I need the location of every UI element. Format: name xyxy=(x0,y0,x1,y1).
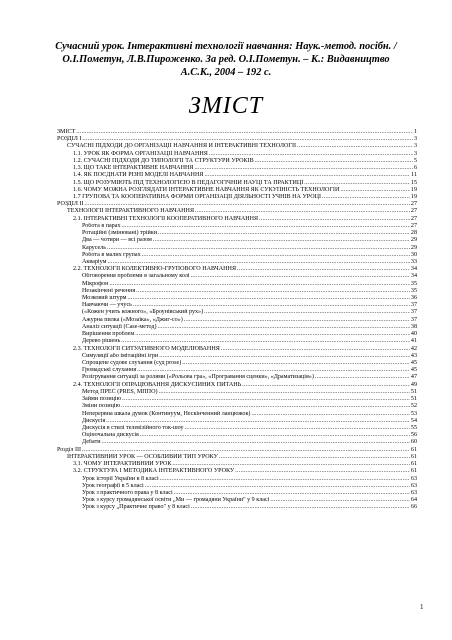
toc-entry-page: 41 xyxy=(410,338,417,345)
toc-entry-text: Ажурна пилка («Мозаїка», «Джиг-со») xyxy=(82,316,183,323)
toc-entry-text: Урок з практичного права у 8 класі xyxy=(82,489,173,496)
toc-leader-dots xyxy=(84,201,409,208)
toc-leader-dots xyxy=(251,411,409,418)
toc-entry-page: 37 xyxy=(410,309,417,316)
toc-entry[interactable] xyxy=(57,497,417,504)
toc-entry-page: 34 xyxy=(410,273,417,280)
toc-leader-dots xyxy=(106,418,410,425)
toc-entry-text: Урок географії в 5 класі xyxy=(82,482,144,489)
toc-entry[interactable] xyxy=(57,143,417,150)
toc-entry-page: 51 xyxy=(410,388,417,395)
toc-entry[interactable] xyxy=(57,367,417,374)
bibliographic-header xyxy=(40,40,412,79)
toc-entry[interactable] xyxy=(57,266,417,273)
header-line-1: Сучасний урок. Інтерактивні технології навчання: Наук.-метод. посібн. / xyxy=(55,41,397,52)
toc-entry[interactable] xyxy=(57,331,417,338)
toc-entry-text: Розігрування ситуації за ролями («Рольова гра», «Програвання сценки», «Драматизація») xyxy=(82,374,314,381)
toc-entry[interactable] xyxy=(57,158,417,165)
toc-entry[interactable] xyxy=(57,317,417,324)
toc-entry[interactable] xyxy=(57,288,417,295)
toc-entry[interactable] xyxy=(57,180,417,187)
toc-entry-text: 3.1. ЧОМУ ІНТЕРАКТИВНИЙ УРОК xyxy=(73,461,172,468)
toc-entry[interactable] xyxy=(57,216,417,223)
toc-entry-text: Розділ ІІІ xyxy=(57,446,82,453)
toc-entry[interactable] xyxy=(57,468,417,475)
toc-entry-text: 1.3. ЩО ТАКЕ ІНТЕРАКТИВНЕ НАВЧАННЯ xyxy=(73,165,194,172)
toc-leader-dots xyxy=(242,382,410,389)
toc-leader-dots xyxy=(185,425,410,432)
toc-entry-page: 53 xyxy=(410,410,417,417)
toc-leader-dots xyxy=(121,223,409,230)
toc-entry[interactable] xyxy=(57,208,417,215)
toc-leader-dots xyxy=(121,403,410,410)
toc-entry-text: Урок з курсу громадянської освіти „Ми — громадяни України" у 9 класі xyxy=(82,497,270,504)
toc-entry-text: 1.7 ГРУПОВА ТА КООПЕРАТИВНА ФОРМИ ОРГАНІЗАЦІЇ ДІЯЛЬНОСТІ УЧНІВ НА УРОЦІ xyxy=(73,193,322,200)
toc-entry-page: 27 xyxy=(410,215,417,222)
toc-entry-text: Зміни позицію xyxy=(82,403,121,410)
toc-leader-dots xyxy=(137,367,410,374)
toc-entry-text: ТЕХНОЛОГІЇ ІНТЕРАКТИВНОГО НАВЧАННЯ xyxy=(67,208,195,215)
toc-entry[interactable] xyxy=(57,129,417,136)
toc-entry[interactable] xyxy=(57,360,417,367)
toc-entry-page: 45 xyxy=(410,367,417,374)
toc-leader-dots xyxy=(219,454,410,461)
toc-entry-page: 49 xyxy=(410,381,417,388)
toc-entry-text: 1.6. ЧОМУ МОЖНА РОЗГЛЯДАТИ ІНТЕРАКТИВНЕ НАВЧАННЯ ЯК СУКУПНІСТЬ ТЕХНОЛОГІЙ xyxy=(73,186,340,193)
toc-entry-page: 61 xyxy=(410,461,417,468)
toc-leader-dots xyxy=(145,483,410,490)
toc-entry-text: Два — чотири — всі разом xyxy=(82,237,152,244)
toc-leader-dots xyxy=(76,129,413,136)
toc-entry[interactable] xyxy=(57,252,417,259)
toc-entry-page: 15 xyxy=(410,179,417,186)
toc-leader-dots xyxy=(136,288,410,295)
toc-entry-page: 52 xyxy=(410,403,417,410)
toc-entry-page: 27 xyxy=(410,208,417,215)
header-line-3: А.С.К., 2004 – 192 с. xyxy=(180,67,272,78)
toc-entry-text: 2.3. ТЕХНОЛОГІЇ СИТУАТИВНОГО МОДЕЛЮВАННЯ xyxy=(73,345,220,352)
toc-entry[interactable] xyxy=(57,302,417,309)
toc-entry-page: 27 xyxy=(410,222,417,229)
toc-entry-text: СУЧАСНІ ПІДХОДИ ДО ОРГАНІЗАЦІЇ НАВЧАННЯ Й ІНТЕРАКТИВНІ ТЕХНОЛОГІЇ xyxy=(67,143,297,150)
toc-entry-text: Мікрофон xyxy=(82,280,109,287)
toc-entry-text: Ротаційні (змінювані) трійки xyxy=(82,230,158,237)
toc-leader-dots xyxy=(121,338,410,345)
toc-leader-dots xyxy=(237,266,410,273)
toc-entry-page: 55 xyxy=(410,424,417,431)
toc-entry-text: 2.4. ТЕХНОЛОГІЇ ОПРАЦЮВАННЯ ДИСКУСІЙНИХ ПИТАНЬ xyxy=(73,381,242,388)
toc-entry-text: 2.2. ТЕХНОЛОГІЇ КОЛЕКТИВНО-ГРУПОВОГО НАВЧАННЯ xyxy=(73,266,237,273)
toc-entry-text: 1.2. СУЧАСНІ ПІДХОДИ ДО ТИПОЛОГІЇ ТА СТРУКТУРИ УРОКІВ xyxy=(73,157,254,164)
toc-leader-dots xyxy=(204,172,410,179)
toc-entry[interactable] xyxy=(57,439,417,446)
toc-entry-text: Дебати xyxy=(82,439,101,446)
toc-entry-page: 51 xyxy=(410,396,417,403)
toc-entry[interactable] xyxy=(57,403,417,410)
toc-entry-text: Незакінчені речення xyxy=(82,287,136,294)
toc-entry-page: 29 xyxy=(410,244,417,251)
toc-leader-dots xyxy=(82,447,410,454)
toc-entry-text: Неперервна шкала думок (Континуум, Нескінченний ланцюжок) xyxy=(82,410,251,417)
toc-entry-page: 29 xyxy=(410,237,417,244)
toc-entry-page: 1 xyxy=(413,129,417,135)
toc-entry-page: 56 xyxy=(410,432,417,439)
toc-entry-text: Дискусія xyxy=(82,417,106,424)
toc-leader-dots xyxy=(102,439,410,446)
toc-entry-page: 38 xyxy=(410,323,417,330)
toc-entry-page: 61 xyxy=(410,446,417,453)
toc-entry[interactable] xyxy=(57,259,417,266)
toc-entry[interactable] xyxy=(57,504,417,511)
toc-entry-text: РОЗДІЛ ІІ xyxy=(57,201,84,208)
toc-leader-dots xyxy=(82,136,413,143)
header-line-2: О.І.Пометун, Л.В.Пироженко. За ред. О.І.Пометун. – К.: Видавництво xyxy=(62,54,390,65)
toc-entry-text: Навчаючи — учусь xyxy=(82,302,132,309)
toc-leader-dots xyxy=(135,331,410,338)
toc-leader-dots xyxy=(182,360,410,367)
toc-entry-page: 3 xyxy=(413,150,417,157)
toc-entry[interactable] xyxy=(57,273,417,280)
toc-entry[interactable] xyxy=(57,295,417,302)
toc-entry[interactable] xyxy=(57,136,417,143)
toc-leader-dots xyxy=(204,309,410,316)
toc-leader-dots xyxy=(160,476,410,483)
toc-entry-text: 1.5. ЩО РОЗУМІЮТЬ ПІД ТЕХНОЛОГІЄЮ В ПЕДАГОГІЧНІЙ НАУЦІ ТА ПРАКТИЦІ xyxy=(73,179,304,186)
toc-entry[interactable] xyxy=(57,324,417,331)
toc-leader-dots xyxy=(235,468,410,475)
toc-entry-text: ЗМІСТ xyxy=(57,129,76,135)
toc-entry-page: 33 xyxy=(410,258,417,265)
toc-entry[interactable] xyxy=(57,338,417,345)
toc-leader-dots xyxy=(195,208,410,215)
toc-leader-dots xyxy=(191,504,410,511)
toc-entry[interactable] xyxy=(57,374,417,381)
toc-entry-page: 54 xyxy=(410,417,417,424)
toc-entry-text: 1.4. ЯК ПОЄДНАТИ РІЗНІ МОДЕЛІ НАВЧАННЯ xyxy=(73,172,204,179)
toc-leader-dots xyxy=(209,151,413,158)
toc-entry-page: 61 xyxy=(410,468,417,475)
toc-entry[interactable] xyxy=(57,396,417,403)
toc-entry-page: 63 xyxy=(410,482,417,489)
toc-entry-text: РОЗДІЛ І xyxy=(57,136,82,143)
toc-entry[interactable] xyxy=(57,223,417,230)
toc-entry-page: 40 xyxy=(410,331,417,338)
toc-entry-text: Мозковий штурм xyxy=(82,295,127,302)
toc-leader-dots xyxy=(122,396,410,403)
toc-leader-dots xyxy=(158,230,410,237)
table-of-contents xyxy=(57,129,417,512)
toc-leader-dots xyxy=(297,143,413,150)
toc-entry-page: 47 xyxy=(410,374,417,381)
toc-leader-dots xyxy=(191,273,410,280)
toc-leader-dots xyxy=(194,165,413,172)
toc-entry-text: Метод ПРЕС (PRES, МППО) xyxy=(82,388,158,395)
toc-leader-dots xyxy=(133,302,410,309)
toc-entry-page: 64 xyxy=(410,497,417,504)
toc-entry[interactable] xyxy=(57,483,417,490)
toc-entry-text: («Кожен учить кожного», «Броунівський рух») xyxy=(82,309,204,316)
toc-entry-text: Карусель xyxy=(82,244,107,251)
toc-entry[interactable] xyxy=(57,425,417,432)
toc-leader-dots xyxy=(304,180,410,187)
toc-entry-text: Оціночальна дискусія xyxy=(82,432,139,439)
toc-entry[interactable] xyxy=(57,353,417,360)
toc-entry-page: 3 xyxy=(413,143,417,150)
toc-entry[interactable] xyxy=(57,194,417,201)
toc-entry-page: 19 xyxy=(410,186,417,193)
toc-entry[interactable] xyxy=(57,454,417,461)
toc-entry-page: 6 xyxy=(413,165,417,172)
toc-entry-page: 63 xyxy=(410,475,417,482)
toc-leader-dots xyxy=(221,346,410,353)
toc-entry[interactable] xyxy=(57,230,417,237)
toc-entry[interactable] xyxy=(57,461,417,468)
toc-entry-page: 45 xyxy=(410,360,417,366)
toc-entry-text: Урок історії України в 8 класі xyxy=(82,475,159,482)
toc-entry-text: Займи позицію xyxy=(82,396,122,403)
toc-entry-text: Акваріум xyxy=(82,258,107,265)
toc-leader-dots xyxy=(174,490,410,497)
toc-entry-text: Аналіз ситуації (Case-метод) xyxy=(82,323,157,330)
toc-leader-dots xyxy=(109,281,409,288)
toc-leader-dots xyxy=(315,374,410,381)
toc-leader-dots xyxy=(158,324,410,331)
toc-entry-page: 42 xyxy=(410,345,417,352)
toc-entry[interactable] xyxy=(57,418,417,425)
toc-entry[interactable] xyxy=(57,447,417,454)
toc-entry-page: 5 xyxy=(413,157,417,164)
toc-entry-page: 19 xyxy=(410,193,417,200)
toc-entry[interactable] xyxy=(57,281,417,288)
toc-leader-dots xyxy=(159,353,410,360)
toc-leader-dots xyxy=(184,317,410,324)
toc-entry[interactable] xyxy=(57,411,417,418)
toc-leader-dots xyxy=(153,237,410,244)
toc-entry[interactable] xyxy=(57,382,417,389)
toc-entry[interactable] xyxy=(57,201,417,208)
toc-entry-page: 36 xyxy=(410,295,417,302)
toc-entry-page: 66 xyxy=(410,504,417,511)
toc-entry-text: Спрощене судове слухання (суд prose) xyxy=(82,360,182,366)
toc-entry-page: 60 xyxy=(410,439,417,446)
toc-entry-text: Симуляції або імітаційні ігри xyxy=(82,352,159,359)
toc-leader-dots xyxy=(255,158,413,165)
toc-entry-page: 43 xyxy=(410,352,417,359)
toc-entry[interactable] xyxy=(57,389,417,396)
toc-entry[interactable] xyxy=(57,187,417,194)
toc-entry-page: 37 xyxy=(410,302,417,309)
toc-leader-dots xyxy=(107,245,410,252)
toc-entry[interactable] xyxy=(57,490,417,497)
toc-entry[interactable] xyxy=(57,346,417,353)
toc-leader-dots xyxy=(142,252,410,259)
toc-leader-dots xyxy=(259,216,410,223)
toc-entry-page: 61 xyxy=(410,453,417,460)
toc-entry[interactable] xyxy=(57,237,417,244)
toc-entry-page: 30 xyxy=(410,251,417,258)
toc-entry-text: ІНТЕРАКТИВНИЙ УРОК — ОСОБЛИВИЙ ТИП УРОКУ xyxy=(67,453,218,460)
toc-entry-text: Робота в малих групах xyxy=(82,251,141,258)
toc-entry[interactable] xyxy=(57,151,417,158)
toc-entry-text: Дискусія в стилі телевізійного ток-шоу xyxy=(82,424,184,431)
toc-entry[interactable] xyxy=(57,432,417,439)
toc-entry[interactable] xyxy=(57,309,417,316)
toc-entry-text: Громадські слухання xyxy=(82,367,137,374)
toc-leader-dots xyxy=(159,389,410,396)
toc-entry[interactable] xyxy=(57,476,417,483)
toc-leader-dots xyxy=(127,295,409,302)
toc-leader-dots xyxy=(140,432,410,439)
toc-entry-text: Обговорення проблеми в загальному колі xyxy=(82,273,190,280)
toc-entry-page: 28 xyxy=(410,230,417,237)
toc-entry-text: Вирішення проблем xyxy=(82,331,135,338)
toc-leader-dots xyxy=(322,194,410,201)
toc-entry-page: 37 xyxy=(410,316,417,323)
toc-entry-text: 3.2. СТРУКТУРА І МЕТОДИКА ІНТЕРАКТИВНОГО УРОКУ xyxy=(73,468,235,475)
toc-entry-page: 34 xyxy=(410,266,417,273)
toc-entry-text: 2.1. ІНТЕРАКТИВНІ ТЕХНОЛОГІЇ КООПЕРАТИВНОГО НАВЧАННЯ xyxy=(73,215,259,222)
toc-entry-page: 35 xyxy=(410,280,417,287)
toc-leader-dots xyxy=(340,187,410,194)
toc-leader-dots xyxy=(172,461,410,468)
toc-entry-text: Дерево рішень xyxy=(82,338,121,345)
toc-entry-page: 3 xyxy=(413,136,417,143)
toc-title: ЗМІСТ xyxy=(188,93,264,119)
toc-entry-page: 11 xyxy=(411,172,417,179)
toc-entry[interactable] xyxy=(57,245,417,252)
toc-entry[interactable] xyxy=(57,172,417,179)
toc-entry-page: 27 xyxy=(410,201,417,208)
toc-leader-dots xyxy=(270,497,410,504)
toc-entry-text: Робота в парах xyxy=(82,222,121,229)
toc-entry-page: 35 xyxy=(410,287,417,294)
toc-entry-page: 63 xyxy=(410,489,417,496)
toc-entry-text: 1.1. УРОК ЯК ФОРМА ОРГАНІЗАЦІЇ НАВЧАННЯ xyxy=(73,150,208,157)
page-number: 1 xyxy=(420,603,424,611)
toc-entry[interactable] xyxy=(57,165,417,172)
toc-entry-text: Урок з курсу „Практичне право" у 8 класі xyxy=(82,504,190,511)
toc-leader-dots xyxy=(107,259,409,266)
